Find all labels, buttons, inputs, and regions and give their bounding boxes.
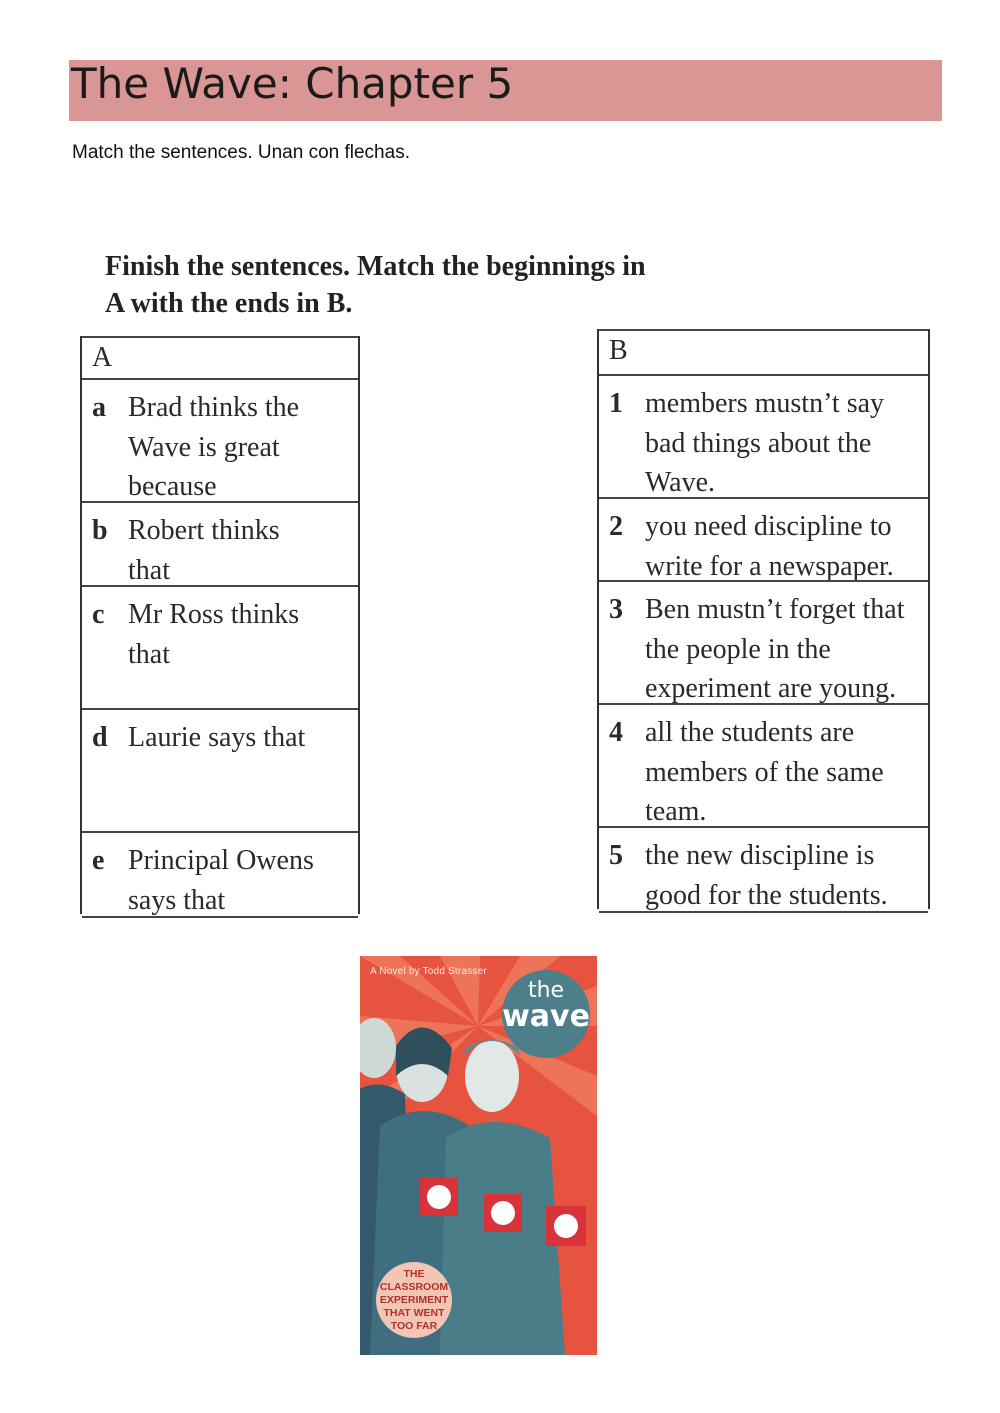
- table-b-row[interactable]: [599, 703, 928, 828]
- table-a-header-label: A: [92, 342, 113, 373]
- row-text: all the students are members of the same team.: [645, 717, 884, 827]
- row-text: Ben mustn’t forget that the people in the experiment are young.: [645, 594, 905, 704]
- table-b-row[interactable]: [599, 580, 928, 705]
- badge-line: EXPERIMENT: [379, 1294, 449, 1306]
- table-b-header: [599, 329, 928, 376]
- row-key: c: [92, 599, 105, 630]
- badge-line: CLASSROOM: [379, 1281, 449, 1293]
- row-text: you need discipline to write for a newspaper.: [645, 511, 894, 582]
- row-key: 1: [609, 388, 623, 419]
- exercise-heading: [105, 248, 725, 322]
- row-text: Principal Owens says that: [128, 845, 314, 916]
- row-text: Mr Ross thinks that: [128, 599, 300, 670]
- table-a-row[interactable]: [82, 378, 358, 503]
- row-text: Laurie says that: [128, 722, 306, 753]
- row-text: Robert thinks that: [128, 515, 280, 586]
- row-text: the new discipline is good for the students.: [645, 840, 888, 911]
- book-cover-image: [360, 956, 597, 1355]
- row-text: Brad thinks the Wave is great because: [128, 392, 300, 502]
- row-key: a: [92, 392, 106, 423]
- page-title: The Wave: Chapter 5: [71, 59, 514, 108]
- row-text: members mustn’t say bad things about the Wave.: [645, 388, 885, 498]
- cover-badge: [376, 1262, 452, 1338]
- badge-line: TOO FAR: [390, 1320, 438, 1332]
- badge-line: THAT WENT: [383, 1307, 445, 1319]
- table-a-header: [82, 336, 358, 380]
- row-key: e: [92, 845, 105, 876]
- table-b: [597, 329, 930, 909]
- cover-logo-line-1: the: [527, 978, 565, 1003]
- row-key: 4: [609, 717, 623, 748]
- table-a: [80, 336, 360, 914]
- cover-logo-line-2: wave: [502, 999, 590, 1034]
- exercise-heading-line-2: A with the ends in B.: [105, 288, 353, 319]
- badge-line: THE: [403, 1268, 425, 1280]
- table-b-row[interactable]: [599, 497, 928, 582]
- table-a-row[interactable]: [82, 501, 358, 587]
- table-a-row[interactable]: [82, 831, 358, 918]
- exercise-heading-line-1: Finish the sentences. Match the beginnings in: [105, 251, 646, 282]
- table-b-header-label: B: [609, 335, 628, 366]
- row-key: d: [92, 722, 108, 753]
- row-key: b: [92, 515, 108, 546]
- instruction-text: Match the sentences. Unan con flechas.: [72, 142, 410, 163]
- title-bar: [69, 60, 942, 121]
- cover-byline: A Novel by Todd Strasser: [370, 966, 487, 977]
- table-a-row[interactable]: [82, 708, 358, 833]
- row-key: 2: [609, 511, 623, 542]
- table-b-row[interactable]: [599, 374, 928, 499]
- row-key: 3: [609, 594, 623, 625]
- cover-logo: [502, 970, 590, 1058]
- table-b-row[interactable]: [599, 826, 928, 913]
- row-key: 5: [609, 840, 623, 871]
- table-a-row[interactable]: [82, 585, 358, 710]
